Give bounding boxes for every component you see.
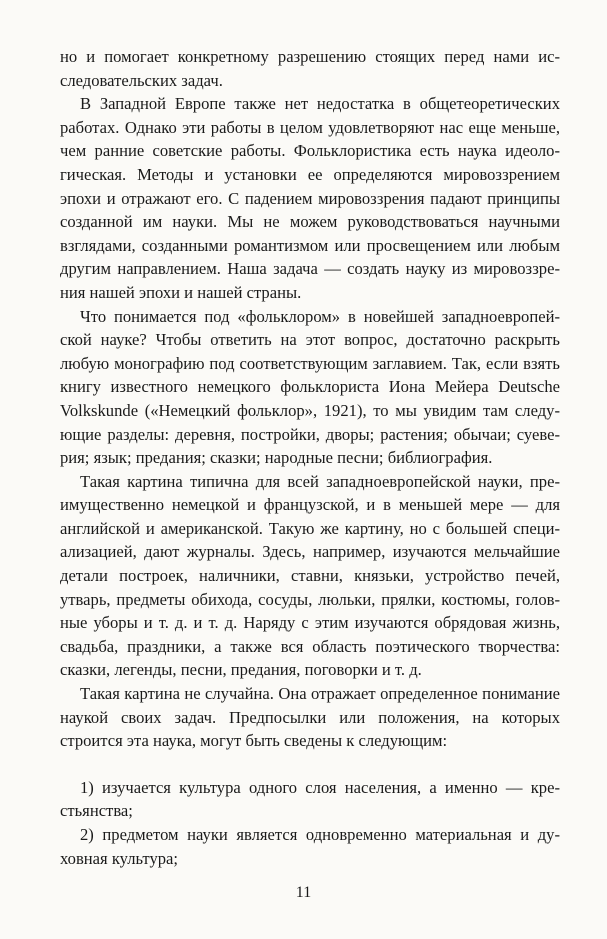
body-text (60, 45, 560, 870)
page-number: 11 (295, 884, 312, 901)
paragraph-folklore-definition: Что понимается под «фольклором» в новейшей западноевропейской науке? Чтобы ответить на этот вопрос, достаточно раскрыть любую монографию под соответствующим заглавием. Так, если взять книгу известного немецкого фольклориста Иона Мейера Deutsche Volkskunde («Немецкий фольклор», 1921), то мы увидим там следующие разделы: деревня, постройки, дворы; растения; обычаи; суеверия; язык; предания; сказки; народные песни; библиография. (60, 306, 560, 468)
paragraph-continued: но и помогает конкретному разрешению стоящих перед нами исследовательских задач. (60, 47, 560, 90)
paragraph-typical-picture: Такая картина типична для всей западноевропейской науки, преимущественно немецкой и французской, и в меньшей мере — для английской и американской. Такую же картину, но с большей специализацией, дают журналы. Здесь, например, изучаются мельчайшие детали построек, наличники, ставни, князьки, устройство печей, утварь, предметы обихода, сосуды, люльки, прялки, костюмы, головные уборы и т. д. и т. д. Наряду с этим изучаются обрядовая жизнь, свадьба, праздники, а также вся область поэтического творчества: сказки, легенды, песни, предания, поговорки и т. д. (60, 471, 560, 680)
list-item: 1) изучается культура одного слоя населения, а именно — крестьянства; (60, 777, 560, 821)
paragraph-western-europe: В Западной Европе также нет недостатка в общетеоретических работах. Однако эти работы в целом удовлетворяют нас еще меньше, чем ранние советские работы. Фольклористика есть наука идеологическая. Методы и установки ее определяются мировоззрением эпохи и отражают его. С падением мировоззрения падают принципы созданной им науки. Мы не можем руководствоваться научными взглядами, созданными романтизмом или просвещением или любым другим направлением. Наша задача — создать науку из мировоззрения нашей эпохи и нашей страны. (60, 94, 560, 302)
paragraph-not-accidental: Такая картина не случайна. Она отражает определенное понимание наукой своих задач. Предпосылки или положения, на которых строится эта наука, могут быть сведены к следующим: (60, 684, 560, 751)
premises-list (60, 776, 560, 870)
list-item: 2) предметом науки является одновременно материальная и духовная культура; (60, 825, 560, 868)
